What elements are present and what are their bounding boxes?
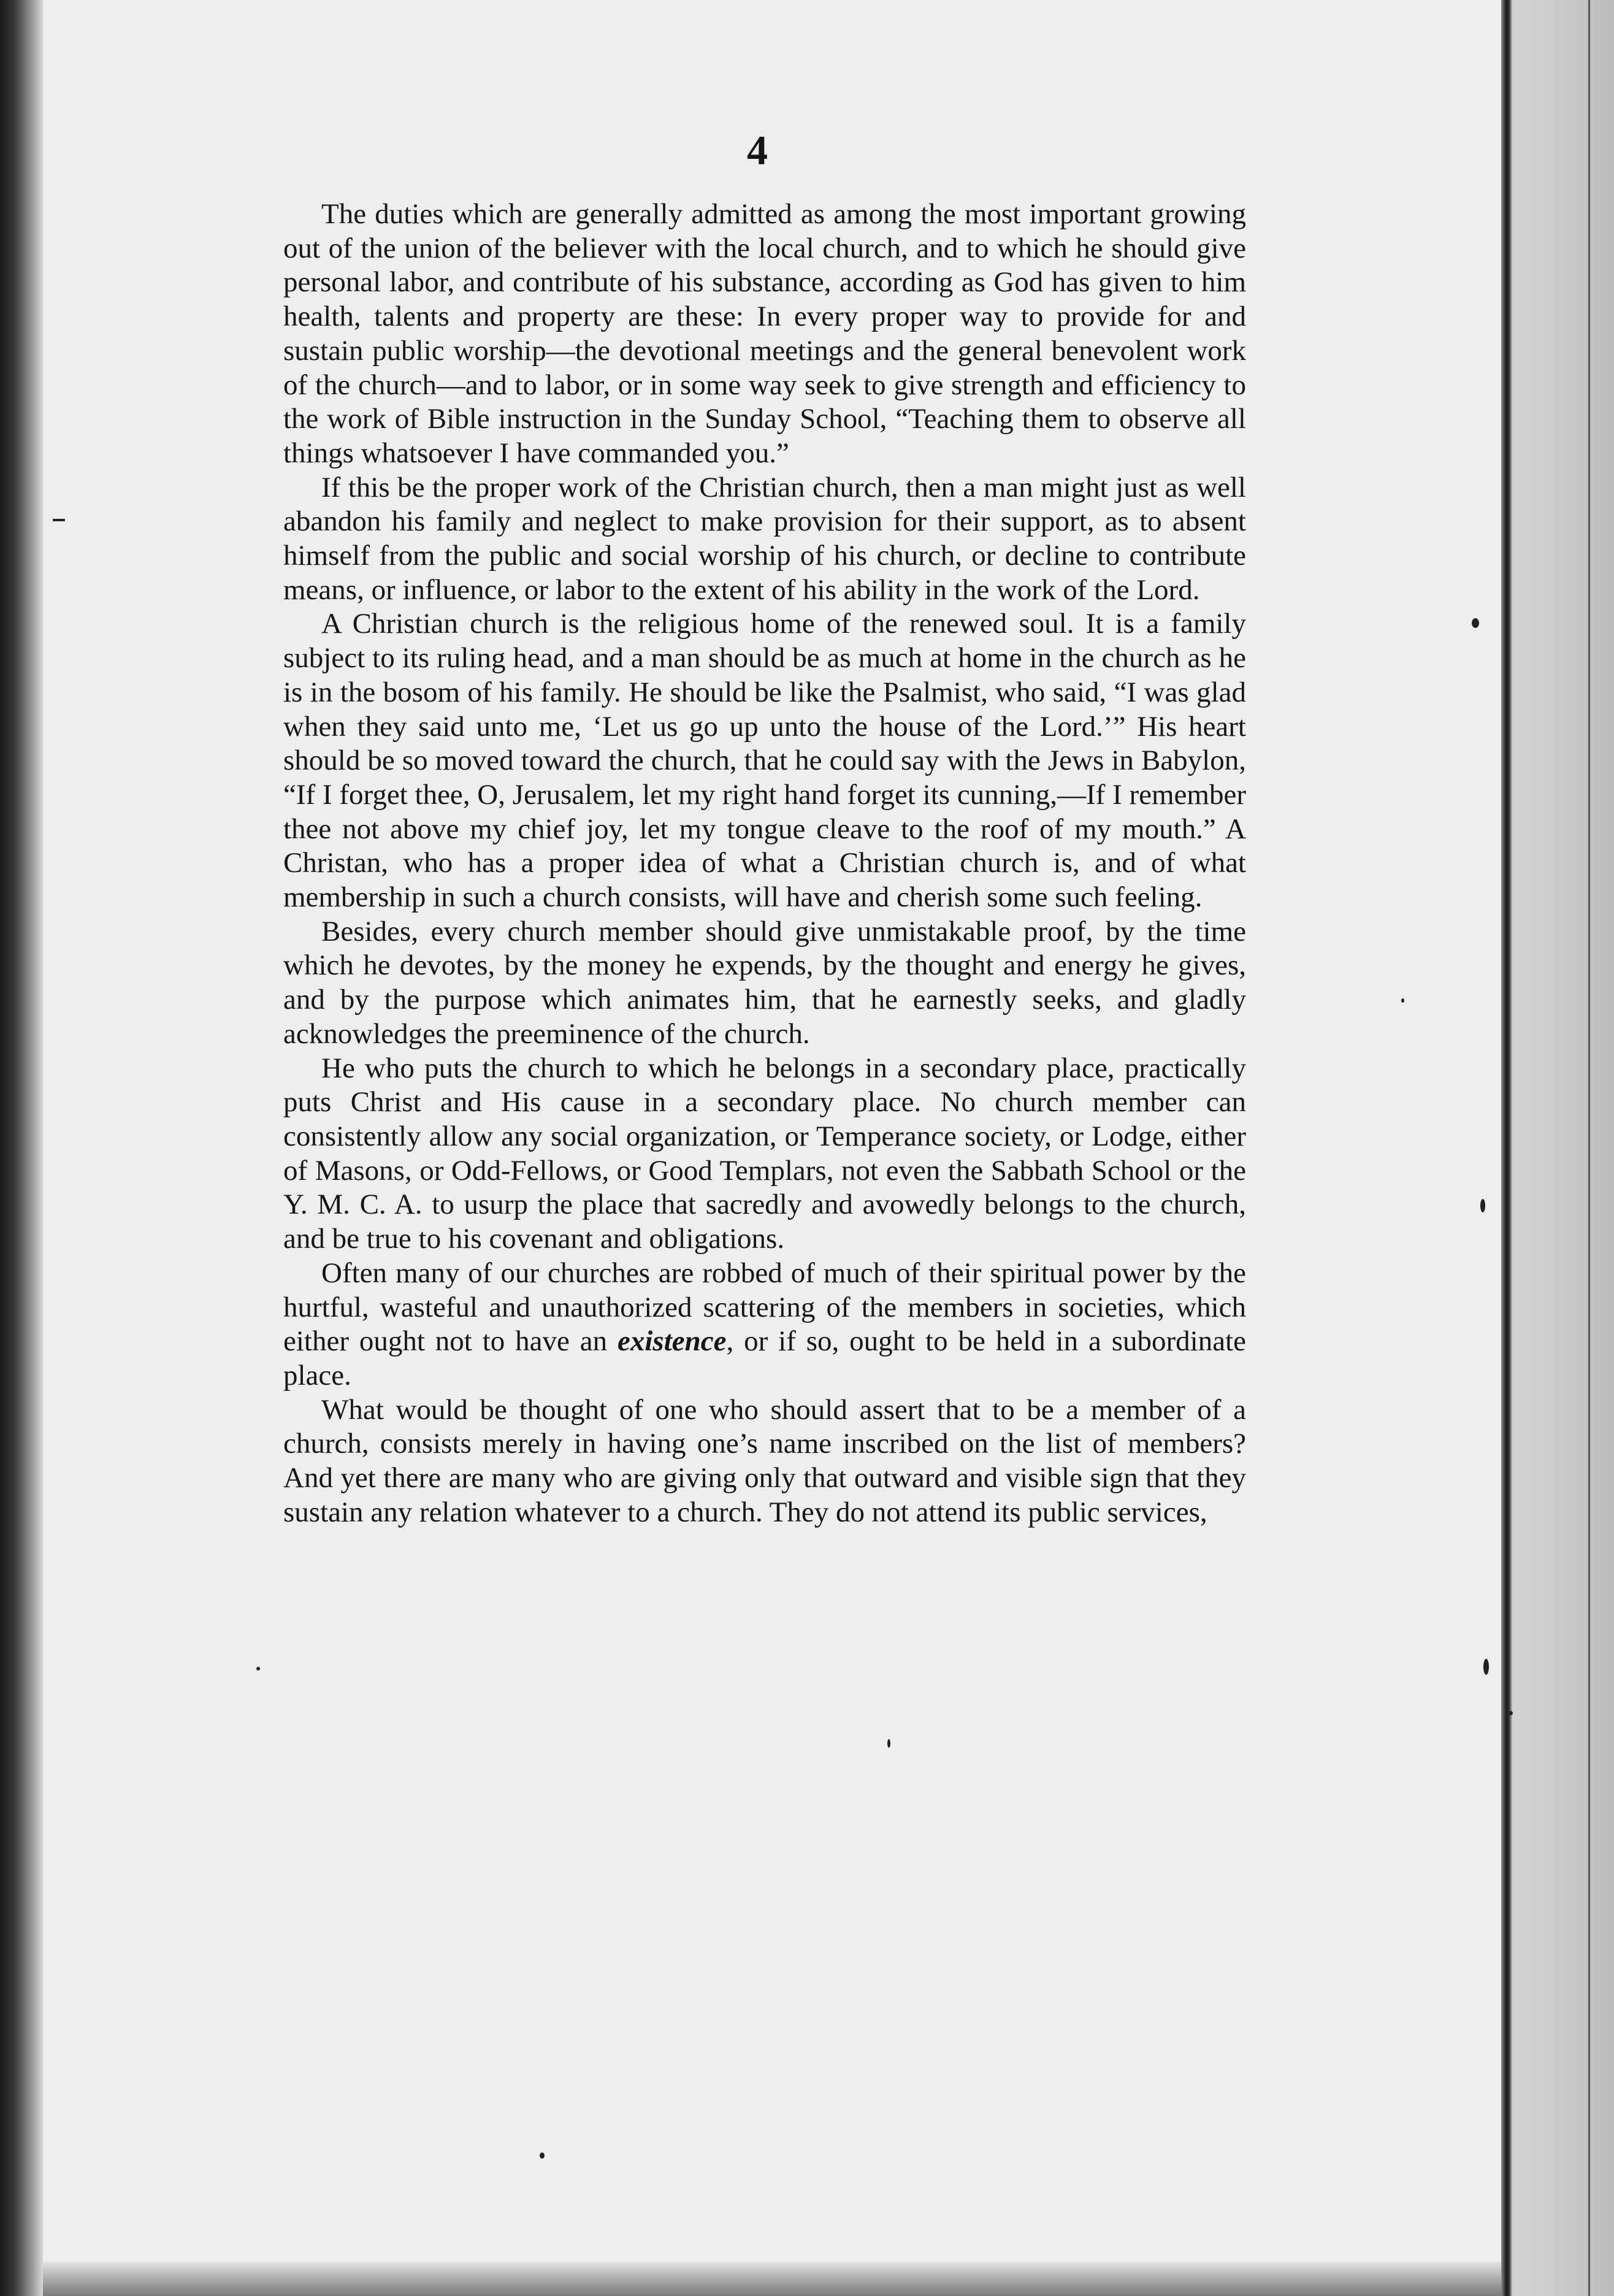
scanner-border-line	[1588, 0, 1590, 2296]
ink-speck	[1472, 618, 1479, 628]
paragraph: The duties which are generally admitted as among the most important growing out of the union of the believer with the local church, and to which he should give personal labor, and contribute of his substance, according as God has given to him health, talents and property are these: In every proper way to provide for and sustain public worship—the devotional meetings and the general benevolent work of the church—and to labor, or in some way seek to give strength and efficiency to the work of Bible instruction in the Sunday School, “Teaching them to observe all things whatsoever I have commanded you.”	[283, 198, 1246, 469]
paragraph-text: Often many of our churches are robbed of much of their spiritual power by the hurtful, wasteful and unauthorized scattering of the members in societies, which either ought not to have an	[283, 1257, 1246, 1358]
paragraph: A Christian church is the religious home of the renewed soul. It is a family subject to its ruling head, and a man should be as much at home in the church as he is in the bosom of his family. He should be like the Psalmist, who said, “I was glad when they said unto me, ‘Let us go up unto the house of the Lord.’” His heart should be so moved toward the church, that he could say with the Jews in Babylon, “If I forget thee, O, Jerusalem, let my right hand forget its cunning,—If I remember thee not above my chief joy, let my tongue cleave to the roof of my mouth.” A Christan, who has a proper idea of what a Christian church is, and of what membership in such a church consists, will have and cherish some such feeling.	[283, 608, 1246, 914]
ink-speck	[540, 2152, 545, 2159]
ink-speck	[1401, 998, 1404, 1003]
page-number: 4	[747, 127, 768, 174]
ink-speck	[1483, 1659, 1489, 1675]
ink-speck	[1509, 1711, 1513, 1715]
binding-shadow-left	[0, 0, 43, 2296]
emphasized-word: existence	[618, 1325, 727, 1358]
paragraph	[283, 1257, 1246, 1393]
page-edge-bottom	[43, 2262, 1501, 2296]
ink-speck	[1480, 1199, 1485, 1212]
body-text	[283, 197, 1246, 1529]
paragraph-text: , or if so, ought to be held in a subordinate place.	[283, 1325, 1246, 1391]
paragraph: What would be thought of one who should assert that to be a member of a church, consists merely in having one’s name inscribed on the list of members? And yet there are many who are giving only that outward and visible sign that they sustain any relation whatever to a church. They do not attend its public services,	[283, 1393, 1246, 1528]
ink-speck	[887, 1739, 890, 1748]
paragraph: If this be the proper work of the Christian church, then a man might just as well abandon his family and neglect to make provision for their support, as to absent himself from the public and social worship of his church, or decline to contribute means, or influence, or labor to the extent of his ability in the work of the Lord.	[283, 471, 1246, 606]
page-edge-right	[1501, 0, 1512, 2296]
ink-speck	[256, 1667, 260, 1670]
paragraph: Besides, every church member should give unmistakable proof, by the time which he devotes, by the money he expends, by the thought and energy he gives, and by the purpose which animates him, that he earnestly seeks, and gladly acknowledges the preeminence of the church.	[283, 915, 1246, 1050]
scanner-margin-right	[1512, 0, 1614, 2296]
paragraph: He who puts the church to which he belongs in a secondary place, practically puts Christ and His cause in a secondary place. No church member can consistently allow any social organization, or Temperance society, or Lodge, either of Masons, or Odd-Fellows, or Good Templars, not even the Sabbath School or the Y. M. C. A. to usurp the place that sacredly and avowedly belongs to the church, and be true to his covenant and obligations.	[283, 1052, 1246, 1255]
ink-speck	[53, 519, 65, 521]
